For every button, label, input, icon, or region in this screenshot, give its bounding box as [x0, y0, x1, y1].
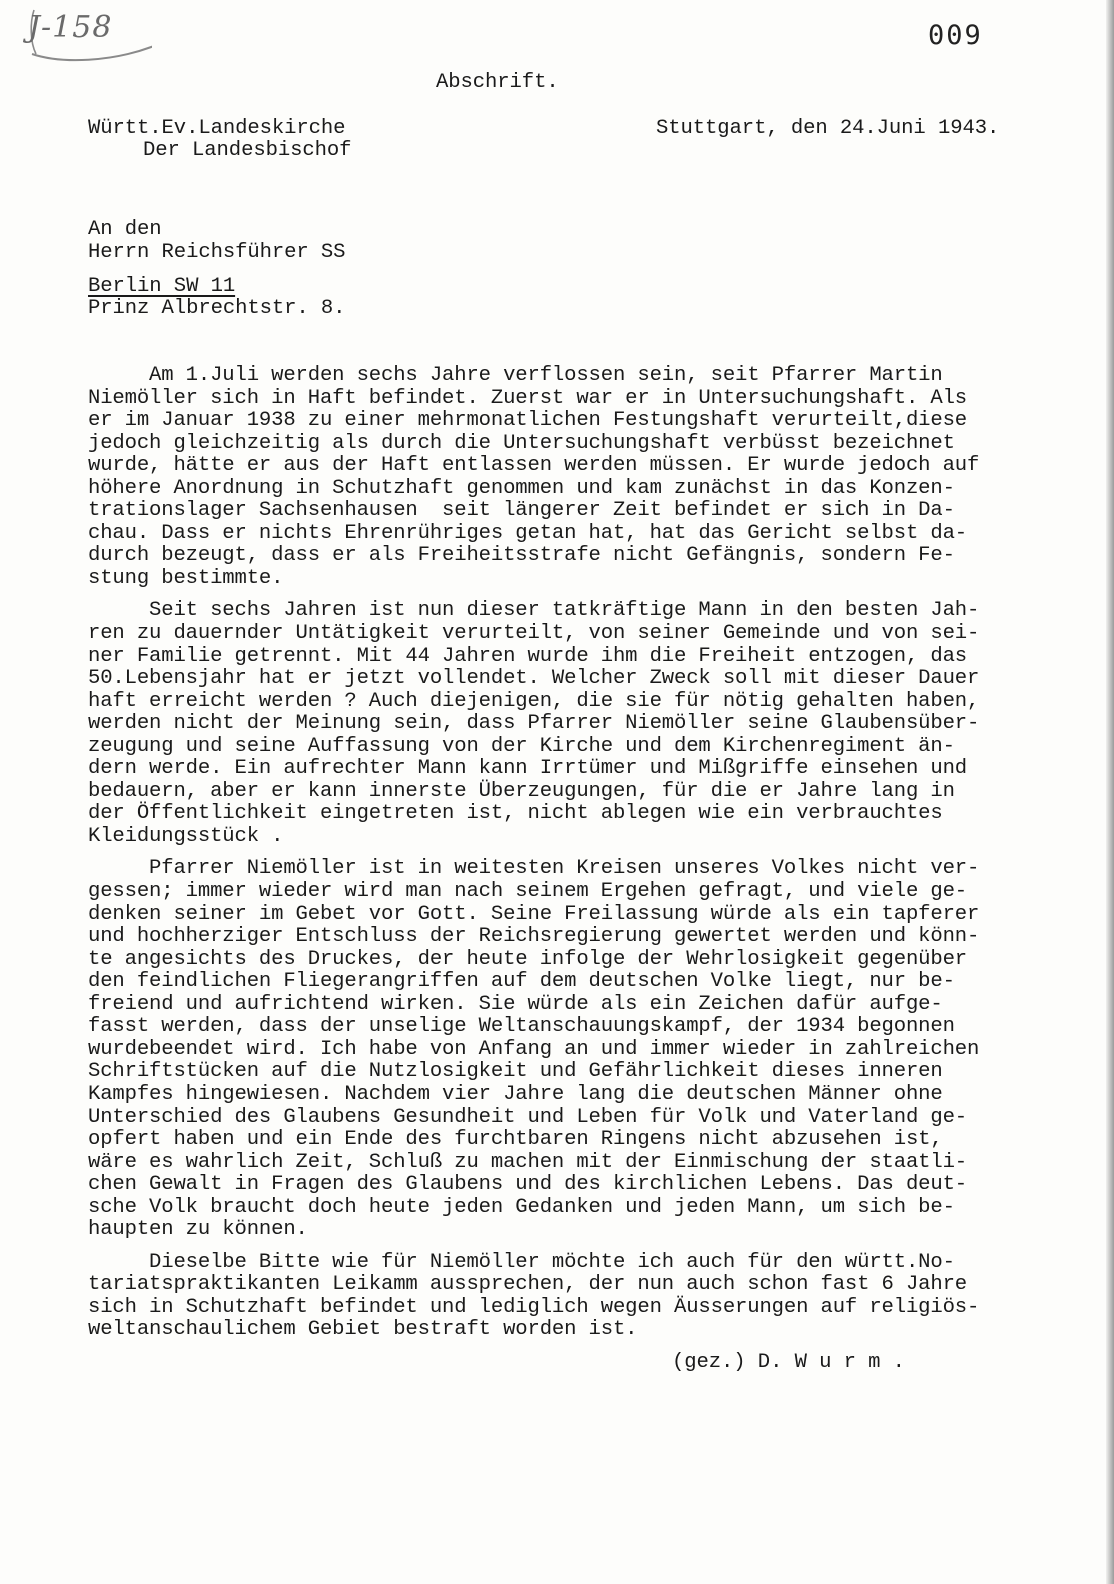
- text-line: er im Januar 1938 zu einer mehrmonatlichen Festungshaft verurteilt,diese: [88, 409, 967, 433]
- text-line: haft erreicht werden ? Auch diejenigen, die sie für nötig gehalten haben,: [88, 689, 980, 713]
- text-line: dern werde. Ein aufrechter Mann kann Irrtümer und Mißgriffe einsehen und: [88, 757, 967, 781]
- text-line: haupten zu können.: [88, 1218, 308, 1242]
- letter-body: [88, 365, 979, 1342]
- text-line: gessen; immer wieder wird man nach seinem Ergehen gefragt, und viele ge-: [88, 880, 967, 904]
- text-line: Seit sechs Jahren ist nun dieser tatkräftige Mann in den besten Jah-: [88, 599, 980, 623]
- text-line: bedauern, aber er kann innerste Überzeugungen, für die er Jahre lang in: [88, 779, 955, 803]
- document-title: Abschrift.: [436, 71, 559, 94]
- text-line: Unterschied des Glaubens Gesundheit und Leben für Volk und Vaterland ge-: [88, 1105, 967, 1129]
- text-line: wurde, hätte er aus der Haft entlassen werden müssen. Er wurde jedoch auf: [88, 454, 980, 478]
- text-line: ner Familie getrennt. Mit 44 Jahren wurde ihm die Freiheit entzogen, das: [88, 644, 967, 668]
- scan-edge: [1106, 0, 1114, 1584]
- paragraph: [88, 1252, 979, 1342]
- paragraph: [88, 858, 979, 1241]
- paragraph: [88, 600, 979, 848]
- text-line: wäre es wahrlich Zeit, Schluß zu machen mit der Einmischung der staatli-: [88, 1150, 967, 1174]
- text-line: fasst werden, dass der unselige Weltanschauungskampf, der 1934 begonnen: [88, 1015, 955, 1039]
- text-line: der Öffentlichkeit eingetreten ist, nicht ablegen wie ein verbrauchtes: [88, 802, 943, 826]
- text-line: zeugung und seine Auffassung von der Kirche und dem Kirchenregiment än-: [88, 734, 955, 758]
- text-line: weltanschaulichem Gebiet bestraft worden ist.: [88, 1318, 638, 1342]
- recipient-line-2: Herrn Reichsführer SS: [88, 241, 346, 264]
- text-line: Dieselbe Bitte wie für Niemöller möchte ich auch für den württ.No-: [88, 1250, 955, 1274]
- text-line: höhere Anordnung in Schutzhaft genommen und kam zunächst in das Konzen-: [88, 476, 955, 500]
- text-line: chen Gewalt in Fragen des Glaubens und des kirchlichen Lebens. Das deut-: [88, 1173, 967, 1197]
- text-line: sich in Schutzhaft befindet und lediglich wegen Äusserungen auf religiös-: [88, 1295, 980, 1319]
- sender-organization: Württ.Ev.Landeskirche: [88, 117, 346, 140]
- text-line: Schriftstücken auf die Nutzlosigkeit und Gefährlichkeit dieses inneren: [88, 1060, 943, 1084]
- text-line: opfert haben und ein Ende des furchtbaren Ringens nicht abzusehen ist,: [88, 1128, 943, 1152]
- text-line: den feindlichen Fliegerangriffen auf dem deutschen Volke liegt, nur be-: [88, 970, 955, 994]
- text-line: werden nicht der Meinung sein, dass Pfarrer Niemöller seine Glaubensüber-: [88, 712, 980, 736]
- sender-title: Der Landesbischof: [143, 139, 352, 162]
- recipient-street: Prinz Albrechtstr. 8.: [88, 297, 346, 320]
- handwritten-ref-text: J-158: [28, 10, 113, 45]
- text-line: Kleidungsstück .: [88, 824, 284, 848]
- text-line: 50.Lebensjahr hat er jetzt vollendet. Welcher Zweck soll mit dieser Dauer: [88, 667, 980, 691]
- date-line: Stuttgart, den 24.Juni 1943.: [656, 117, 1000, 140]
- text-line: stung bestimmte.: [88, 566, 284, 590]
- text-line: trationslager Sachsenhausen seit längerer Zeit befindet er sich in Da-: [88, 499, 955, 523]
- text-line: chau. Dass er nichts Ehrenrühriges getan hat, hat das Gericht selbst da-: [88, 521, 967, 545]
- handwritten-reference: [22, 2, 142, 64]
- page-number-stamp: 009: [928, 20, 983, 51]
- text-line: und hochherziger Entschluss der Reichsregierung gewertet werden und könn-: [88, 925, 980, 949]
- recipient-city: Berlin SW 11: [88, 275, 236, 298]
- text-line: sche Volk braucht doch heute jeden Gedanken und jeden Mann, um sich be-: [88, 1195, 955, 1219]
- text-line: durch bezeugt, dass er als Freiheitsstrafe nicht Gefängnis, sondern Fe-: [88, 544, 955, 568]
- text-line: tariatspraktikanten Leikamm aussprechen, der nun auch schon fast 6 Jahre: [88, 1273, 967, 1297]
- signature-line: (gez.) D. W u r m .: [672, 1351, 905, 1374]
- text-line: Am 1.Juli werden sechs Jahre verflossen sein, seit Pfarrer Martin: [88, 364, 943, 387]
- text-line: wurdebeendet wird. Ich habe von Anfang an und immer wieder in zahlreichen: [88, 1037, 980, 1061]
- paragraph: [88, 365, 979, 590]
- text-line: denken seiner im Gebet vor Gott. Seine Freilassung würde als ein tapferer: [88, 902, 980, 926]
- text-line: ren zu dauernder Untätigkeit verurteilt, von seiner Gemeinde und von sei-: [88, 622, 980, 646]
- text-line: freiend und aufrichtend wirken. Sie würde als ein Zeichen dafür aufge-: [88, 992, 943, 1016]
- text-line: Niemöller sich in Haft befindet. Zuerst war er in Untersuchungshaft. Als: [88, 386, 967, 410]
- text-line: Kampfes hingewiesen. Nachdem vier Jahre lang die deutschen Männer ohne: [88, 1082, 943, 1106]
- text-line: Pfarrer Niemöller ist in weitesten Kreisen unseres Volkes nicht ver-: [88, 857, 980, 881]
- recipient-line-1: An den: [88, 218, 162, 241]
- text-line: te angesichts des Druckes, der heute infolge der Wehrlosigkeit gegenüber: [88, 947, 967, 971]
- text-line: jedoch gleichzeitig als durch die Untersuchungshaft verbüsst bezeichnet: [88, 431, 955, 455]
